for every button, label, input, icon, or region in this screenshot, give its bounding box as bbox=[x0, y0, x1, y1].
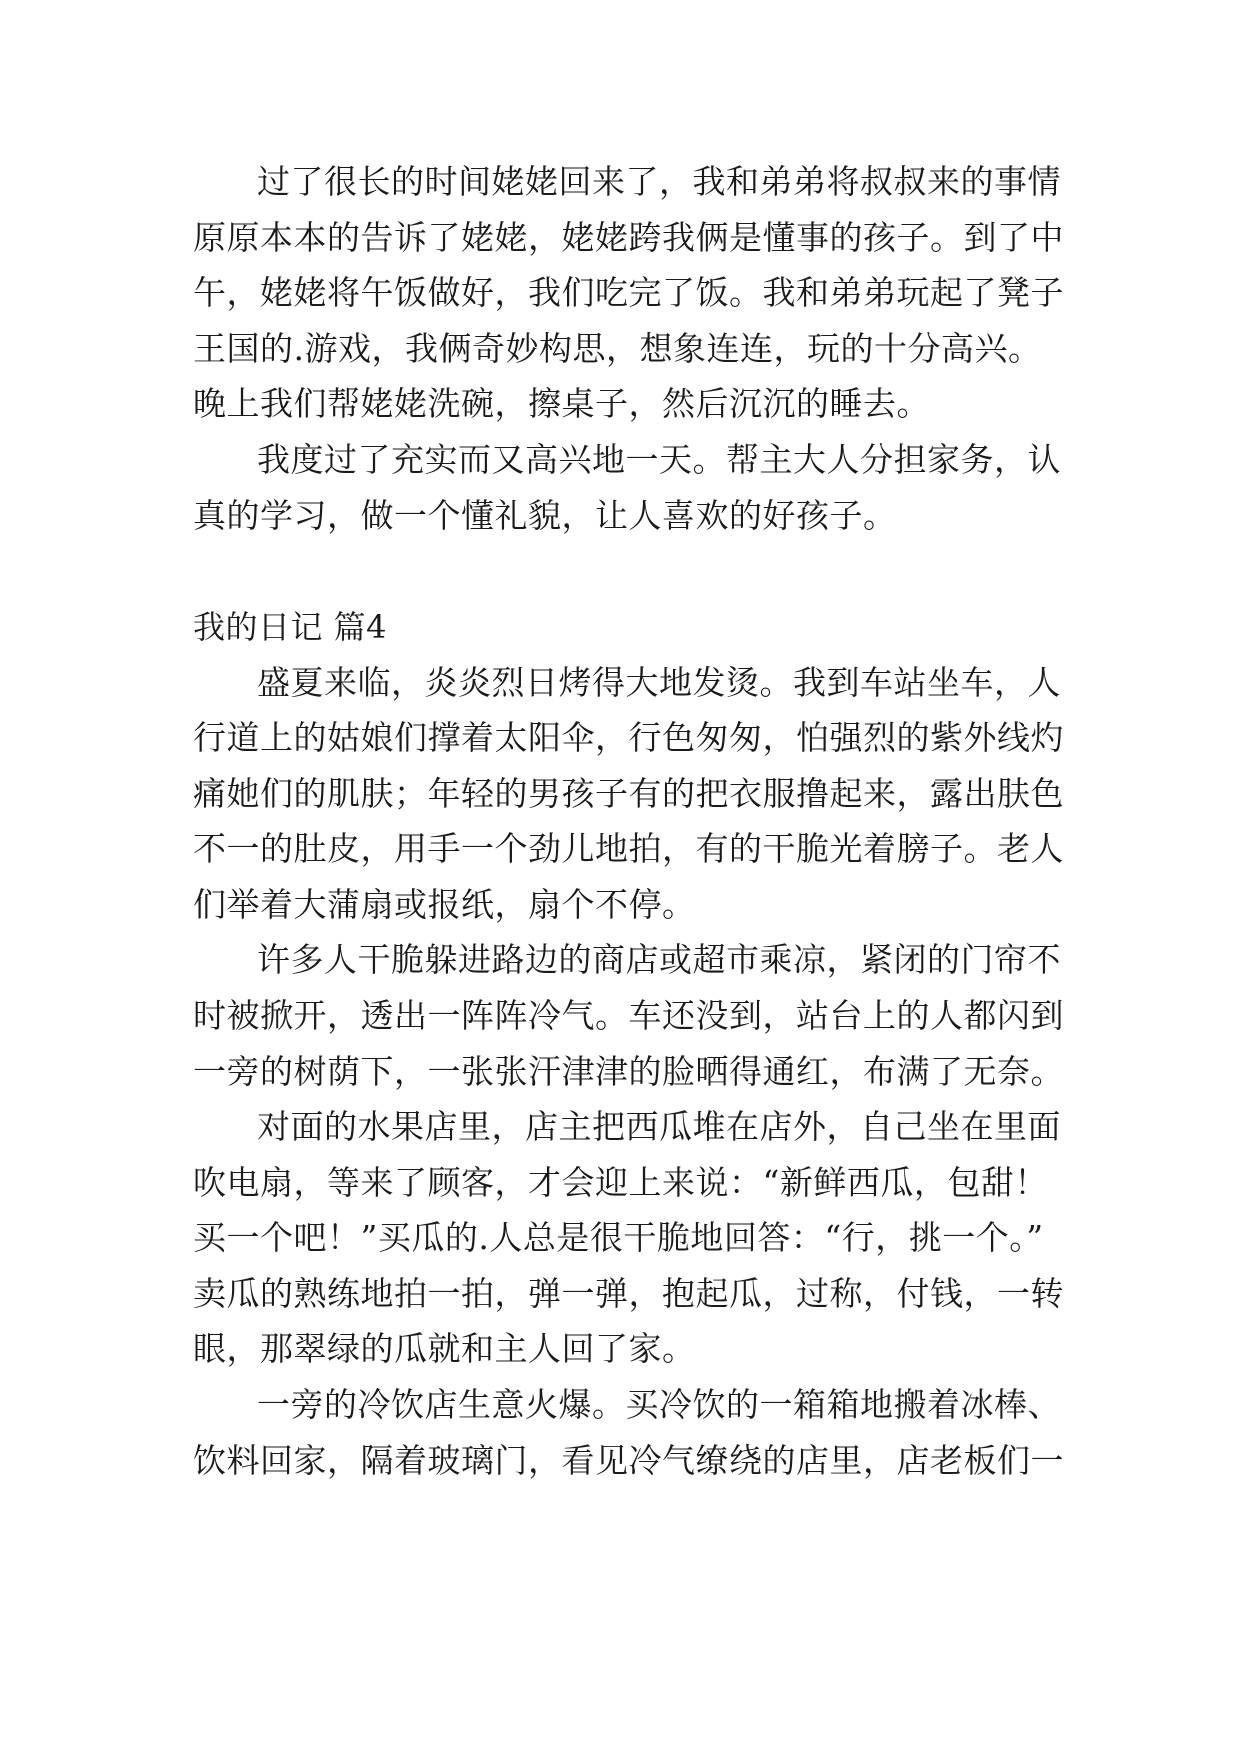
section-heading: 我的日记 篇4 bbox=[193, 608, 388, 646]
paragraph-line: 原原本本的告诉了姥姥，姥姥跨我俩是懂事的孩子。到了中 bbox=[193, 218, 1064, 257]
paragraph-line: 许多人干脆躲进路边的商店或超市乘凉，紧闭的门帘不 bbox=[257, 940, 1061, 979]
paragraph-line: 买一个吧！”买瓜的.人总是很干脆地回答：“行，挑一个。” bbox=[193, 1218, 1044, 1257]
paragraph-line: 饮料回家，隔着玻璃门，看见冷气缭绕的店里，店老板们一 bbox=[193, 1441, 1064, 1480]
paragraph-line: 吹电扇，等来了顾客，才会迎上来说：“新鲜西瓜，包甜！ bbox=[193, 1163, 1048, 1202]
paragraph-line: 卖瓜的熟练地拍一拍，弹一弹，抱起瓜，过称，付钱，一转 bbox=[193, 1274, 1064, 1313]
paragraph-line: 们举着大蒲扇或报纸，扇个不停。 bbox=[193, 885, 696, 924]
paragraph-line: 一旁的树荫下，一张张汗津津的脸晒得通红，布满了无奈。 bbox=[193, 1052, 1064, 1091]
paragraph-line: 王国的.游戏，我俩奇妙构思，想象连连，玩的十分高兴。 bbox=[193, 329, 1042, 368]
paragraph-line: 一旁的冷饮店生意火爆。买冷饮的一箱箱地搬着冰棒、 bbox=[257, 1385, 1061, 1424]
paragraph-line: 过了很长的时间姥姥回来了，我和弟弟将叔叔来的事情 bbox=[257, 162, 1061, 201]
paragraph-line: 眼，那翠绿的瓜就和主人回了家。 bbox=[193, 1329, 696, 1368]
paragraph-line: 晚上我们帮姥姥洗碗，擦桌子，然后沉沉的睡去。 bbox=[193, 384, 930, 423]
paragraph-line: 盛夏来临，炎炎烈日烤得大地发烫。我到车站坐车，人 bbox=[257, 663, 1061, 702]
paragraph-line: 不一的肚皮，用手一个劲儿地拍，有的干脆光着膀子。老人 bbox=[193, 829, 1064, 868]
paragraph-line: 对面的水果店里，店主把西瓜堆在店外，自己坐在里面 bbox=[257, 1107, 1061, 1146]
paragraph-line: 我度过了充实而又高兴地一天。帮主大人分担家务，认 bbox=[257, 440, 1061, 479]
paragraph-line: 午，姥姥将午饭做好，我们吃完了饭。我和弟弟玩起了凳子 bbox=[193, 273, 1064, 312]
paragraph-line: 行道上的姑娘们撑着太阳伞，行色匆匆，怕强烈的紫外线灼 bbox=[193, 718, 1064, 757]
paragraph-line: 痛她们的肌肤；年轻的男孩子有的把衣服撸起来，露出肤色 bbox=[193, 774, 1064, 813]
paragraph-line: 真的学习，做一个懂礼貌，让人喜欢的好孩子。 bbox=[193, 496, 897, 535]
paragraph-line: 时被掀开，透出一阵阵冷气。车还没到，站台上的人都闪到 bbox=[193, 996, 1064, 1035]
